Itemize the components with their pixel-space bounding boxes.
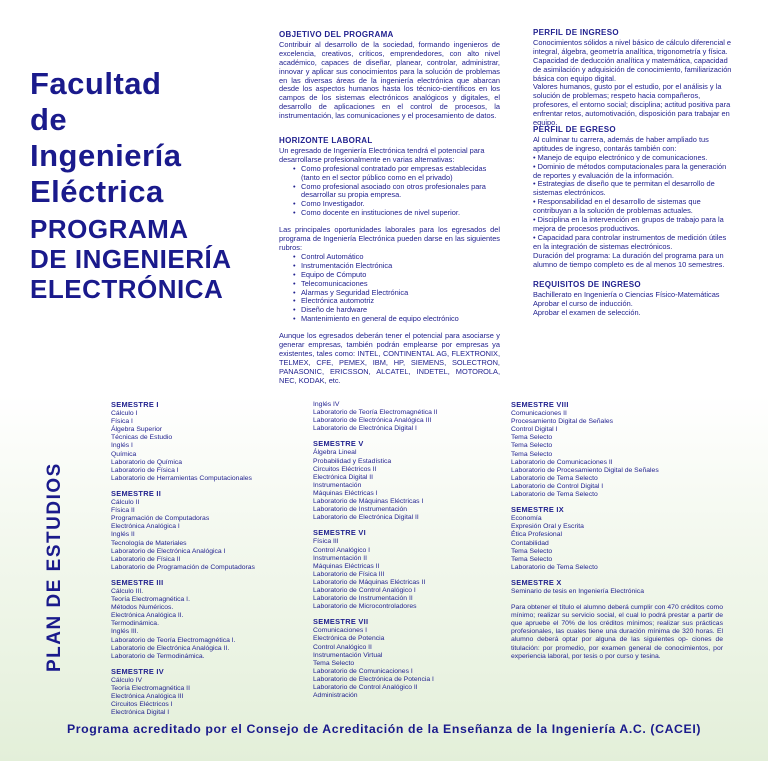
objetivo-heading: OBJETIVO DEL PROGRAMA	[279, 30, 394, 39]
course-item: Inglés II	[111, 531, 135, 539]
course-item: Laboratorio de Herramientas Computacionales	[111, 474, 252, 482]
course-item: Teoría Electromagnética II	[111, 685, 190, 692]
objetivo-text: Contribuir al desarrollo de la sociedad, formando ingenieros de excelencia, creativos, críticos, emprendedores, con alto nivel académico, capaces de diseñar, planear, controlar, administrar, innovar y aplicar sus conocimientos para la solución de problemas en las diversas áreas de la ingeniería electrónica que abarcan desde los aspectos humanos hasta los técnico-científicos en los campos de los sistemas electrónicos analógicos y digitales, el desarrollo de aplicaciones en el control de procesos, la instrumentación, las comunicaciones y el procesamiento de datos.	[279, 39, 500, 121]
perfil-egreso-item: • Manejo de equipo electrónico y de comunicaciones.	[533, 152, 708, 162]
requisitos-text: Bachillerato en Ingeniería o Ciencias Físico-Matemáticas Aprobar el curso de inducción.	[533, 289, 720, 308]
perfil-egreso-item: • Responsabilidad en el desarrollo de sistemas que contribuyan a la solución de problemas actuales.	[533, 197, 701, 216]
perfil-egreso-item: • Estrategias de diseño que te permitan el desarrollo de sistemas electrónicos.	[533, 179, 715, 198]
perfil-egreso-heading: PERFIL DE EGRESO	[533, 125, 616, 134]
course-item: Laboratorio de Procesamiento Digital de Señales	[511, 466, 659, 474]
semester-heading: SEMESTRE IX	[511, 505, 564, 515]
perfil-egreso-item: • Capacidad para controlar instrumentos de medición útiles en la integración de sistemas electrónicos.	[533, 232, 727, 251]
course-item: Cálculo III.	[111, 587, 144, 595]
list-item: • Mantenimiento en general de equipo electrónico	[301, 315, 500, 324]
course-item: Termodinámica.	[111, 620, 159, 628]
course-item: Ética Profesional	[511, 531, 563, 539]
course-item: Cálculo IV	[111, 676, 142, 684]
course-item: Técnicas de Estudio	[111, 434, 173, 442]
perfil-egreso-item: • Dominio de métodos computacionales para la generación de reportes y evaluación de la información.	[533, 161, 727, 180]
list-item: • Instrumentación Electrónica	[301, 262, 500, 271]
course-item: Laboratorio de Electrónica Analógica III	[313, 417, 432, 425]
course-item: Física I	[111, 418, 133, 426]
list-item: • Telecomunicaciones	[301, 280, 500, 289]
list-item: • Como Investigador.	[301, 200, 500, 209]
course-item: Electrónica Analógica III	[111, 693, 184, 701]
course-item: Laboratorio de Instrumentación	[313, 506, 408, 514]
list-item: • Como docente en instituciones de nivel superior.	[301, 209, 500, 218]
course-item: Laboratorio de Física III	[313, 570, 385, 578]
semester-heading: SEMESTRE VI	[313, 528, 366, 538]
course-item: Laboratorio de Electrónica Digital I	[313, 425, 417, 433]
course-item: Laboratorio de Instrumentación II	[313, 595, 413, 603]
course-item: Tema Selecto	[511, 555, 553, 563]
course-item: Circuitos Eléctricos I	[111, 701, 173, 709]
course-item: Expresión Oral y Escrita	[511, 523, 584, 531]
accreditation-footer: Programa acreditado por el Consejo de Acreditación de la Enseñanza de la Ingeniería A.C. (CACEI)	[66, 722, 702, 736]
course-item: Laboratorio de Electrónica Analógica I	[111, 547, 226, 555]
list-item: • Control Automático	[301, 253, 500, 262]
course-item: Tema Selecto	[313, 659, 355, 667]
course-item: Instrumentación II	[313, 554, 368, 562]
course-item: Instrumentación	[313, 481, 362, 489]
list-item: • Como profesional contratado por empresas establecidas (tanto en el sector público como en el privado)	[301, 165, 500, 183]
program-title-line: PROGRAMA	[30, 214, 189, 244]
course-item: Laboratorio de Control Digital I	[511, 482, 604, 490]
course-item: Laboratorio de Tema Selecto	[511, 491, 598, 499]
semester-heading: SEMESTRE I	[111, 400, 159, 409]
list-item: • Diseño de hardware	[301, 306, 500, 315]
course-item: Electrónica Digital II	[313, 473, 374, 481]
horizonte-oportunidades: Las principales oportunidades laborales para los egresados del programa de Ingeniería Electrónica pueden darse en las siguientes rubros:	[279, 225, 500, 252]
faculty-title-line: Facultad	[30, 66, 162, 101]
course-item: Tema Selecto	[511, 547, 553, 555]
perfil-ingreso-text: Valores humanos, gusto por el estudio, por el análisis y la solución de problemas; respeto hacia compañeros, profesores, el entorno social; disciplina; actitud positiva para enfrentar retos, automotivación, disposición para trabajar en equipo.	[533, 82, 731, 128]
perfil-egreso-section	[533, 126, 733, 270]
course-item: Laboratorio de Teoría Electromagnética I.	[111, 636, 236, 644]
course-item: Laboratorio de Electrónica Analógica II.	[111, 644, 230, 652]
course-item: Administración	[313, 692, 358, 700]
list-item: • Electrónica automotriz	[301, 297, 500, 306]
course-item: Tema Selecto	[511, 434, 553, 442]
requisitos-section	[533, 281, 733, 318]
semester-heading: SEMESTRE III	[111, 577, 164, 587]
titulacion-text: Para obtener el título el alumno deberá cumplir con 470 créditos como mínimo; realizar su servicio social, el cual lo podrá prestar a partir de que apruebe el 70% de los créditos mínimos; realizar sus prácticas profesionales, las cuales tiene una duración mínima de 320 horas. El alumno deberá optar por alguna de las siguientes op- ciones de titulación: por promedio, por examen general de conocimientos, por experiencia laboral, por tesis o por curso y tesina.	[511, 604, 723, 660]
course-item: Programación de Computadoras	[111, 515, 210, 523]
course-item: Laboratorio de Máquinas Eléctricas I	[313, 498, 424, 506]
horizonte-closing: Aunque los egresados deberán tener el potencial para asociarse y generar empresas, también podrán emplearse por empresas ya existentes, tales como: INTEL, CONTINENTAL AG, FLEXTRONIX, TELMEX, CFE, PEMEX, IBM, HP, SIEMENS, SOLECTRON, PANASONIC, ERICSSON, ALCATEL, INDETEL, MOTOROLA, NEC, KODAK, etc.	[279, 331, 500, 385]
perfil-egreso-item: • Disciplina en la intervención en grupos de trabajo para la mejora de procesos productivos.	[533, 215, 724, 233]
course-item: Laboratorio de Control Analógico I	[313, 586, 416, 594]
objetivo-section	[279, 31, 500, 121]
horizonte-intro: Un egresado de Ingeniería Electrónica tendrá el potencial para desarrollarse profesionalmente en varias alternativas:	[279, 145, 485, 164]
course-item: Tecnología de Materiales	[111, 539, 187, 547]
perfil-ingreso-section	[533, 29, 733, 128]
faculty-title	[30, 66, 181, 210]
course-item: Álgebra Superior	[111, 426, 163, 434]
course-item: Laboratorio de Electrónica Digital II	[313, 514, 419, 522]
semester-heading: SEMESTRE VII	[313, 617, 369, 627]
semester-heading: SEMESTRE X	[511, 577, 562, 587]
course-item: Laboratorio de Programación de Computadoras	[111, 563, 255, 571]
course-item: Inglés I	[111, 442, 133, 450]
course-item: Laboratorio de Comunicaciones I	[313, 667, 413, 675]
semester-heading: SEMESTRE VIII	[511, 400, 569, 409]
course-item: Física II	[111, 507, 135, 515]
requisitos-text: Aprobar el examen de selección.	[533, 307, 641, 317]
course-item: Laboratorio de Termodinámica.	[111, 652, 205, 660]
semester-column-3	[511, 401, 723, 661]
course-item: Laboratorio de Química	[111, 458, 183, 466]
faculty-title-line: de	[30, 102, 68, 137]
semester-column-1	[111, 401, 291, 717]
course-item: Laboratorio de Máquinas Eléctricas II	[313, 578, 426, 586]
course-item: Instrumentación Virtual	[313, 651, 383, 659]
semester-heading: SEMESTRE IV	[111, 666, 164, 676]
semester-column-2	[313, 401, 493, 700]
plan-de-estudios-title: PLAN DE ESTUDIOS	[44, 462, 65, 672]
course-item: Métodos Numéricos.	[111, 604, 174, 612]
course-item: Álgebra Lineal	[313, 449, 357, 457]
course-item: Teoría Electromagnética I.	[111, 596, 190, 604]
course-item: Laboratorio de Tema Selecto	[511, 474, 598, 482]
course-item: Electrónica Analógica II.	[111, 612, 184, 620]
course-item: Procesamiento Digital de Señales	[511, 418, 614, 426]
horizonte-heading: HORIZONTE LABORAL	[279, 136, 373, 145]
course-item: Laboratorio de Tema Selecto	[511, 563, 598, 571]
course-item: Control Analógico I	[313, 546, 371, 554]
course-item: Seminario de tesis en Ingeniería Electrónica	[511, 587, 644, 595]
semester-heading: SEMESTRE II	[111, 488, 162, 498]
course-item: Control Analógico II	[313, 643, 372, 651]
rubros-list	[279, 253, 500, 324]
course-item: Electrónica de Potencia	[313, 635, 385, 643]
course-item: Economía	[511, 515, 542, 523]
course-item: Laboratorio de Control Analógico II	[313, 684, 418, 691]
horizonte-section	[279, 137, 500, 386]
course-item: Cálculo I	[111, 410, 138, 418]
horizonte-bullets	[279, 165, 500, 218]
course-item: Máquinas Eléctricas II	[313, 562, 380, 570]
course-item: Inglés IV	[313, 401, 340, 408]
course-item: Electrónica Analógica I	[111, 523, 180, 531]
perfil-egreso-duracion: Duración del programa: La duración del programa para un alumno de tiempo completo es de al menos 10 semestres.	[533, 250, 725, 269]
perfil-ingreso-text: Capacidad de deducción analítica y matemática, capacidad de asimilación y adquisición de conocimiento, familiarización básica con equipo digital.	[533, 55, 732, 83]
list-item: • Como profesional asociado con otros profesionales para desarrollar su propia empresa.	[301, 183, 500, 201]
program-title-line: DE INGENIERÍA	[30, 244, 232, 274]
course-item: Control Digital I	[511, 426, 558, 434]
faculty-title-line: Eléctrica	[30, 174, 164, 209]
perfil-egreso-intro: Al culminar tu carrera, además de haber ampliado tus aptitudes de ingreso, contarás también con:	[533, 134, 709, 153]
program-title-line: ELECTRÓNICA	[30, 274, 224, 304]
course-item: Inglés III.	[111, 628, 139, 636]
course-item: Tema Selecto	[511, 450, 553, 458]
course-item: Probabilidad y Estadística	[313, 457, 392, 465]
perfil-ingreso-text: Conocimientos sólidos a nivel básico de cálculo diferencial e integral, álgebra, geometría analítica, trigonometría y física.	[533, 37, 732, 56]
course-item: Comunicaciones II	[511, 410, 567, 418]
course-item: Tema Selecto	[511, 442, 553, 450]
course-item: Laboratorio de Microcontroladores	[313, 603, 417, 611]
course-item: Contabilidad	[511, 539, 549, 547]
perfil-ingreso-heading: PERFIL DE INGRESO	[533, 28, 619, 37]
course-item: Laboratorio de Física I	[111, 466, 179, 474]
course-item: Química	[111, 450, 137, 458]
course-item: Circuitos Eléctricos II	[313, 465, 377, 473]
course-item: Laboratorio de Electrónica de Potencia I	[313, 675, 434, 683]
course-item: Comunicaciones I	[313, 627, 368, 635]
course-item: Física III	[313, 538, 339, 546]
list-item: • Equipo de Cómputo	[301, 271, 500, 280]
semester-heading: SEMESTRE V	[313, 439, 364, 449]
course-item: Cálculo II	[111, 499, 140, 507]
list-item: • Alarmas y Seguridad Electrónica	[301, 289, 500, 298]
course-item: Laboratorio de Teoría Electromagnética II	[313, 409, 438, 417]
course-item: Laboratorio de Comunicaciones II	[511, 458, 613, 466]
faculty-title-line: Ingeniería	[30, 138, 182, 173]
course-item: Electrónica Digital I	[111, 709, 170, 717]
course-item: Laboratorio de Física II	[111, 555, 181, 563]
program-title	[30, 214, 232, 304]
course-item: Máquinas Eléctricas I	[313, 489, 378, 497]
requisitos-heading: REQUISITOS DE INGRESO	[533, 280, 641, 289]
